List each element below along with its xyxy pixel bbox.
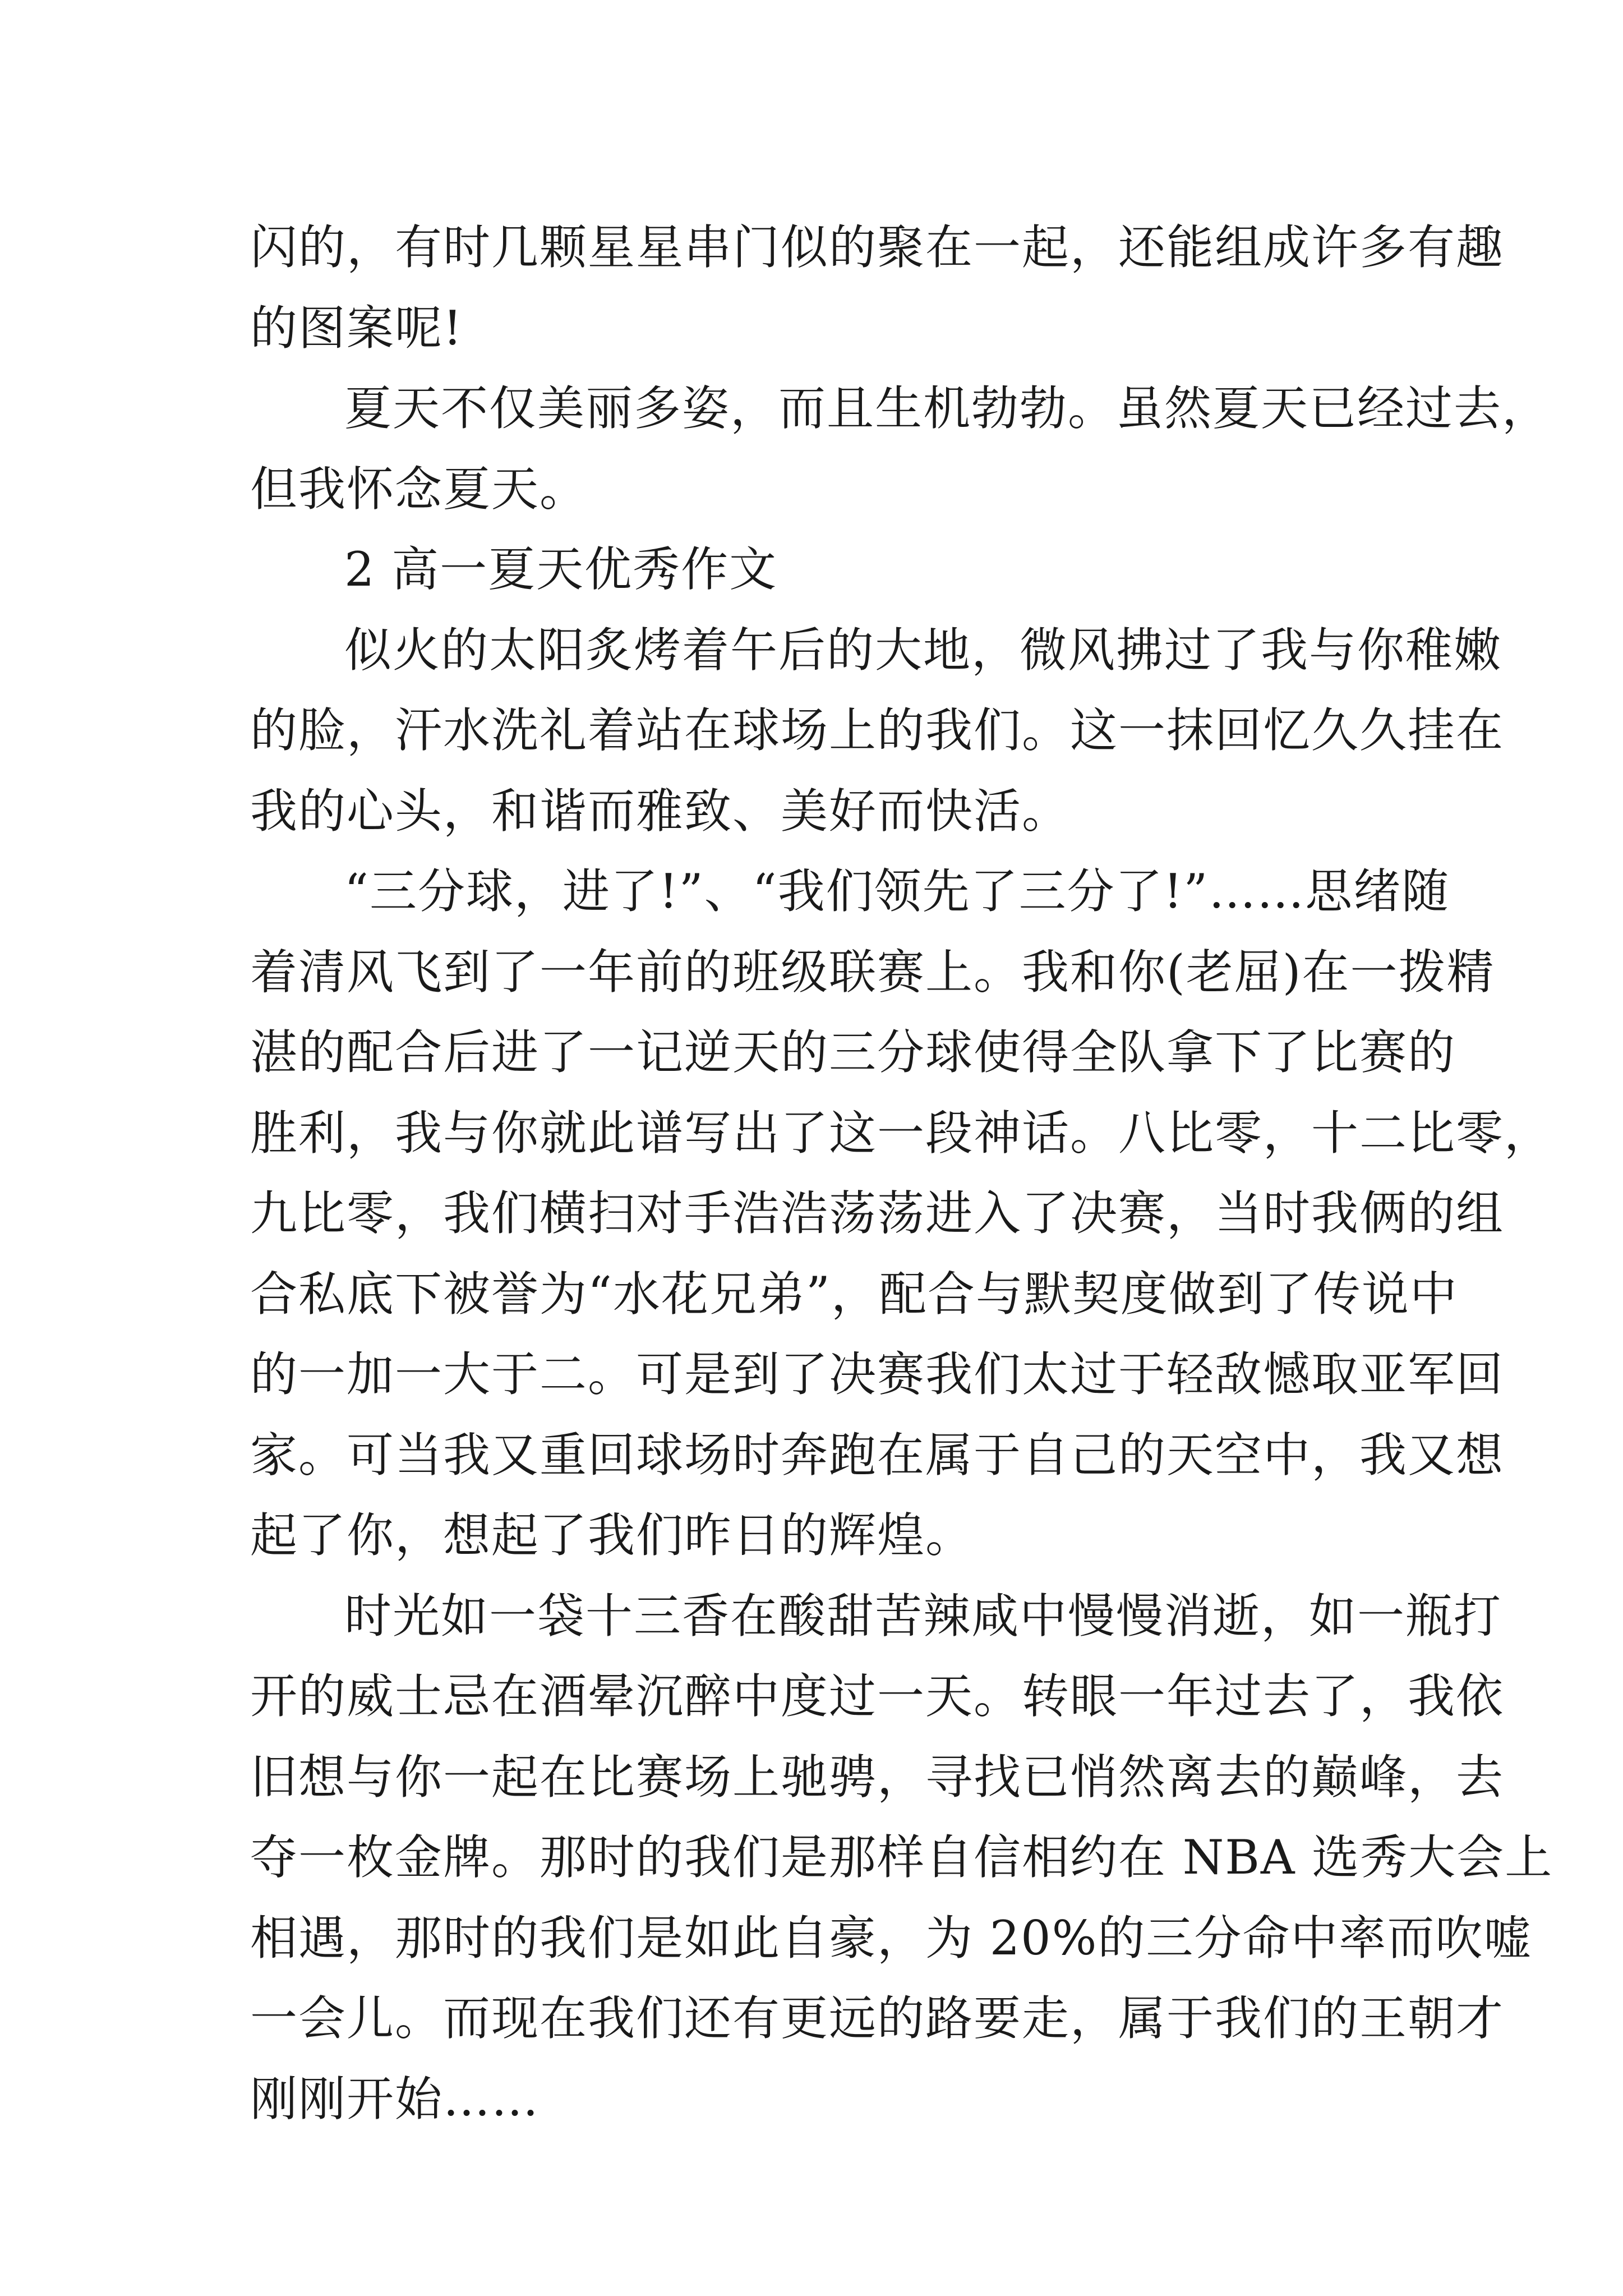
text-line: 但我怀念夏天。 xyxy=(250,461,588,517)
paragraph-three-pointer xyxy=(250,852,1553,1576)
text-line: “三分球，进了!”、“我们领先了三分了!”……思绪随 xyxy=(344,864,1450,919)
paragraph-summer-summary xyxy=(250,369,1551,530)
text-line: 夏天不仅美丽多姿，而且生机勃勃。虽然夏天已经过去， xyxy=(344,381,1551,436)
paragraph-sun xyxy=(250,610,1505,852)
text-line: 的一加一大于二。可是到了决赛我们太过于轻敌憾取亚军回 xyxy=(250,1347,1505,1402)
text-line: 似火的太阳炙烤着午后的大地，微风拂过了我与你稚嫩 xyxy=(344,622,1502,678)
text-line: 一会儿。而现在我们还有更远的路要走，属于我们的王朝才 xyxy=(250,1991,1505,2046)
text-line: 夺一枚金牌。那时的我们是那样自信相约在 NBA 选秀大会上 xyxy=(250,1830,1553,1885)
text-line: 的脸，汗水洗礼着站在球场上的我们。这一抹回忆久久挂在 xyxy=(250,703,1505,758)
text-line: 合私底下被誉为“水花兄弟”，配合与默契度做到了传说中 xyxy=(250,1266,1458,1322)
text-line: 旧想与你一起在比赛场上驰骋，寻找已悄然离去的巅峰，去 xyxy=(250,1749,1505,1805)
text-line: 闪的，有时几颗星星串门似的聚在一起，还能组成许多有趣 xyxy=(250,220,1505,275)
paragraph-stars xyxy=(250,208,1505,369)
text-line: 胜利，我与你就此谱写出了这一段神话。八比零，十二比零， xyxy=(250,1105,1553,1161)
text-line: 我的心头，和谐而雅致、美好而快活。 xyxy=(250,783,1071,839)
text-line: 时光如一袋十三香在酸甜苦辣咸中慢慢消逝，如一瓶打 xyxy=(344,1588,1502,1644)
text-line: 家。可当我又重回球场时奔跑在属于自己的天空中，我又想 xyxy=(250,1427,1505,1483)
section-heading: 2 高一夏天优秀作文 xyxy=(344,542,778,597)
text-line: 九比零，我们横扫对手浩浩荡荡进入了决赛，当时我俩的组 xyxy=(250,1186,1505,1241)
paragraph-time xyxy=(250,1576,1553,2140)
text-line: 起了你，想起了我们昨日的辉煌。 xyxy=(250,1508,974,1563)
text-line: 着清风飞到了一年前的班级联赛上。我和你(老屈)在一拨精 xyxy=(250,944,1495,1000)
text-line: 相遇，那时的我们是如此自豪，为 20%的三分命中率而吹嘘 xyxy=(250,1910,1532,1966)
document-body xyxy=(250,208,1553,2139)
text-line: 的图案呢! xyxy=(250,300,463,356)
text-line: 开的威士忌在酒晕沉醉中度过一天。转眼一年过去了，我依 xyxy=(250,1669,1505,1724)
text-line: 刚刚开始…… xyxy=(250,2071,540,2127)
text-line: 湛的配合后进了一记逆天的三分球使得全队拿下了比赛的 xyxy=(250,1025,1456,1080)
